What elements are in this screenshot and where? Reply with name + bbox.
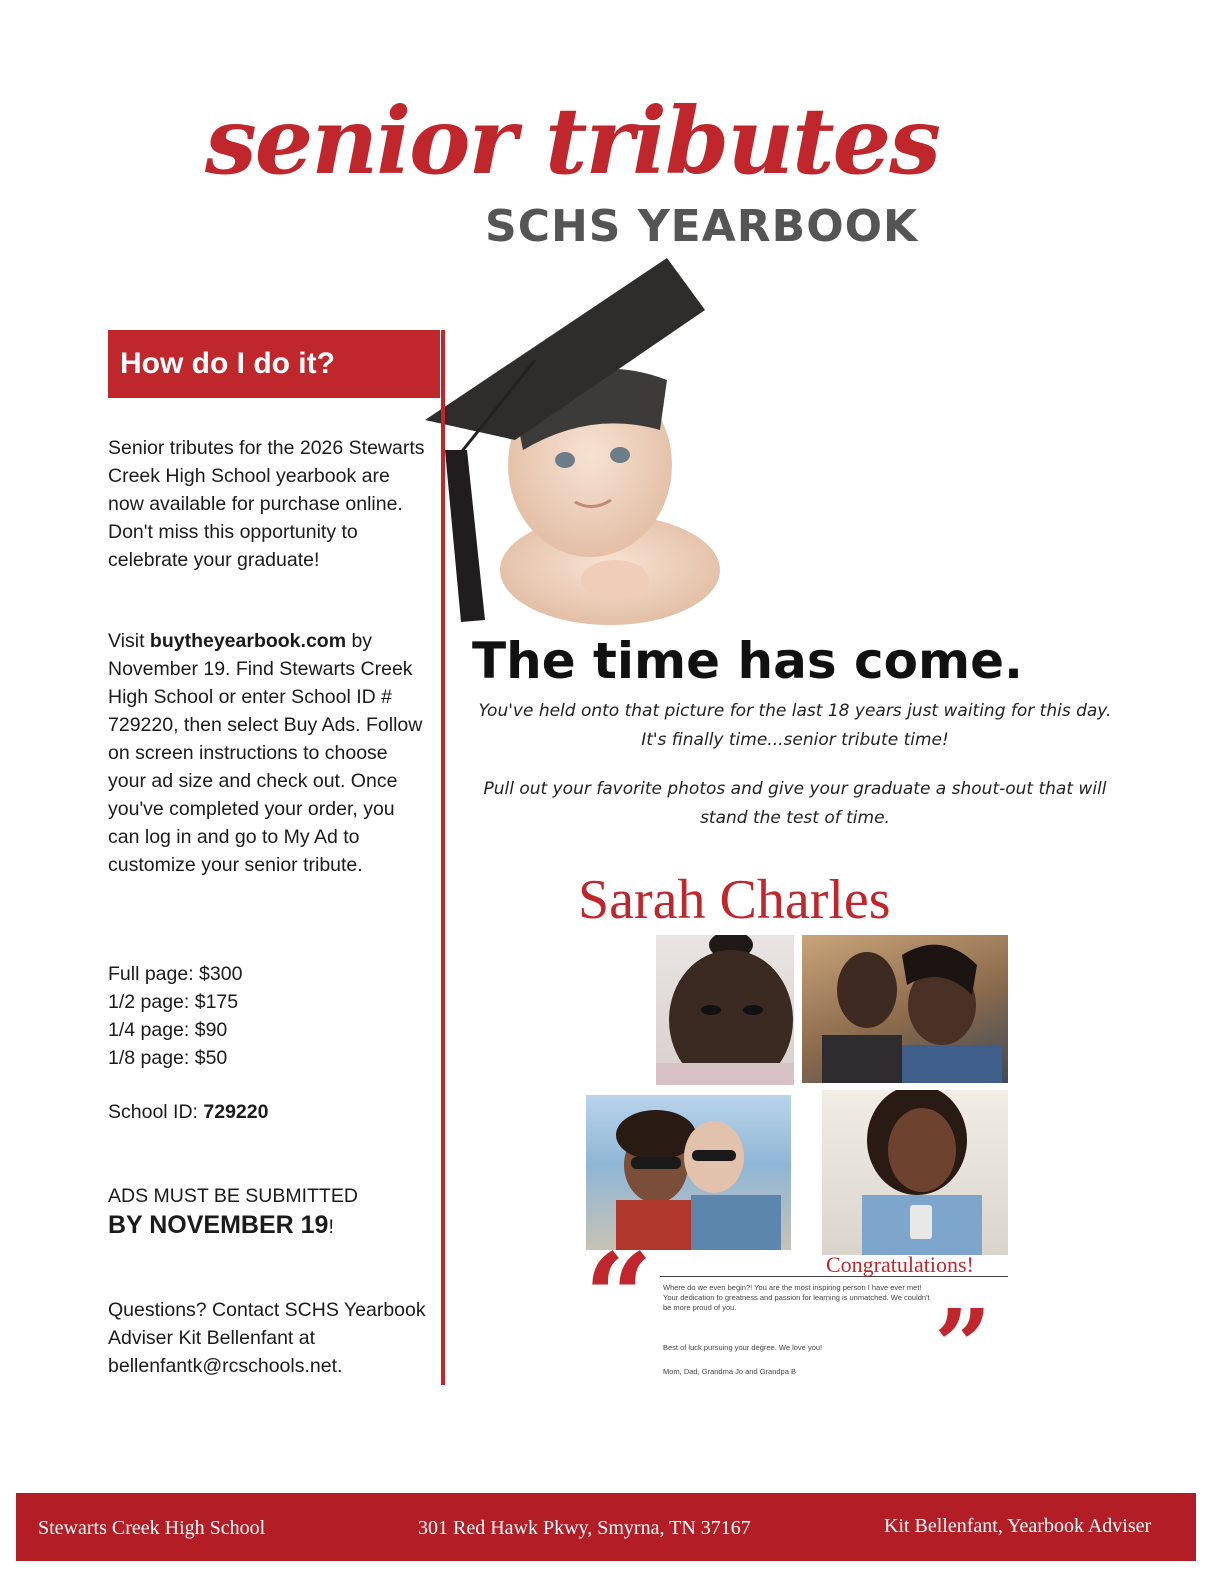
open-quote-icon: “ <box>584 1227 654 1368</box>
school-id-label: School ID: <box>108 1101 204 1123</box>
sample-photo-2 <box>802 935 1008 1083</box>
website-link[interactable]: buytheyearbook.com <box>149 630 347 652</box>
instructions-paragraph <box>108 627 426 879</box>
footer-address: 301 Red Hawk Pkwy, Smyrna, TN 37167 <box>418 1517 751 1539</box>
sample-ad-signature: Mom, Dad, Grandma Jo and Grandpa B <box>663 1367 796 1376</box>
how-do-i-do-it-banner: How do I do it? <box>108 330 440 398</box>
deadline-notice <box>108 1182 426 1241</box>
footer-school: Stewarts Creek High School <box>38 1517 266 1539</box>
school-id-value: 729220 <box>203 1101 269 1123</box>
price-half-page: 1/2 page: $175 <box>108 991 239 1013</box>
sample-photo-1 <box>656 935 794 1085</box>
baby-eye-left <box>555 452 575 468</box>
footer-bar <box>16 1493 1196 1561</box>
sample-ad-name: Sarah Charles <box>578 869 891 931</box>
sample-photo-4 <box>822 1090 1008 1255</box>
close-quote-icon: ” <box>934 1287 992 1405</box>
deadline-date: BY NOVEMBER 19 <box>108 1211 329 1239</box>
body-copy-2: Pull out your favorite photos and give your graduate a shout-out that will stand the test of time. <box>483 779 1107 828</box>
visit-instructions: by November 19. Find Stewarts Creek High School or enter School ID # 729220, then select Buy Ads. Follow on screen instructions to choose your ad size and check out. Once you've completed your order, you can log in and go to My Ad to customize your senior tribute. <box>108 630 423 876</box>
price-list <box>108 960 426 1072</box>
price-quarter-page: 1/4 page: $90 <box>108 1019 228 1041</box>
visit-prefix: Visit <box>108 630 150 652</box>
vertical-divider <box>441 330 445 1385</box>
body-copy-1: You've held onto that picture for the last 18 years just waiting for this day. It's finally time...senior tribute time! <box>478 701 1112 750</box>
cap-tassel <box>445 450 485 622</box>
footer-adviser: Kit Bellenfant, Yearbook Adviser <box>884 1515 1152 1537</box>
sample-ad-message-2: Best of luck pursuing your degree. We love you! <box>663 1343 823 1352</box>
sample-ad-message: Where do we even begin?! You are the most inspiring person I have ever met! Your dedication to greatness and passion for learning is unmatched. We couldn't be more proud of you. <box>663 1283 930 1312</box>
intro-paragraph: Senior tributes for the 2026 Stewarts Creek High School yearbook are now available for purchase online. Don't miss this opportunity to celebrate your graduate! <box>108 437 425 571</box>
price-eighth-page: 1/8 page: $50 <box>108 1047 228 1069</box>
senior-tributes-title: senior tributes <box>205 87 939 195</box>
deadline-line-1: ADS MUST BE SUBMITTED <box>108 1185 358 1207</box>
contact-paragraph: Questions? Contact SCHS Yearbook Adviser Kit Bellenfant at bellenfantk@rcschools.net. <box>108 1299 426 1377</box>
schs-yearbook-subtitle: SCHS YEARBOOK <box>485 201 919 252</box>
graduation-baby-illustration <box>405 250 725 630</box>
price-full-page: Full page: $300 <box>108 963 243 985</box>
headline: The time has come. <box>472 632 1023 690</box>
deadline-exclamation: ! <box>328 1216 334 1238</box>
baby-hands <box>581 560 649 600</box>
sample-ad-congrats: Congratulations! <box>826 1252 974 1277</box>
baby-eye-right <box>610 447 630 463</box>
school-id <box>108 1098 426 1126</box>
